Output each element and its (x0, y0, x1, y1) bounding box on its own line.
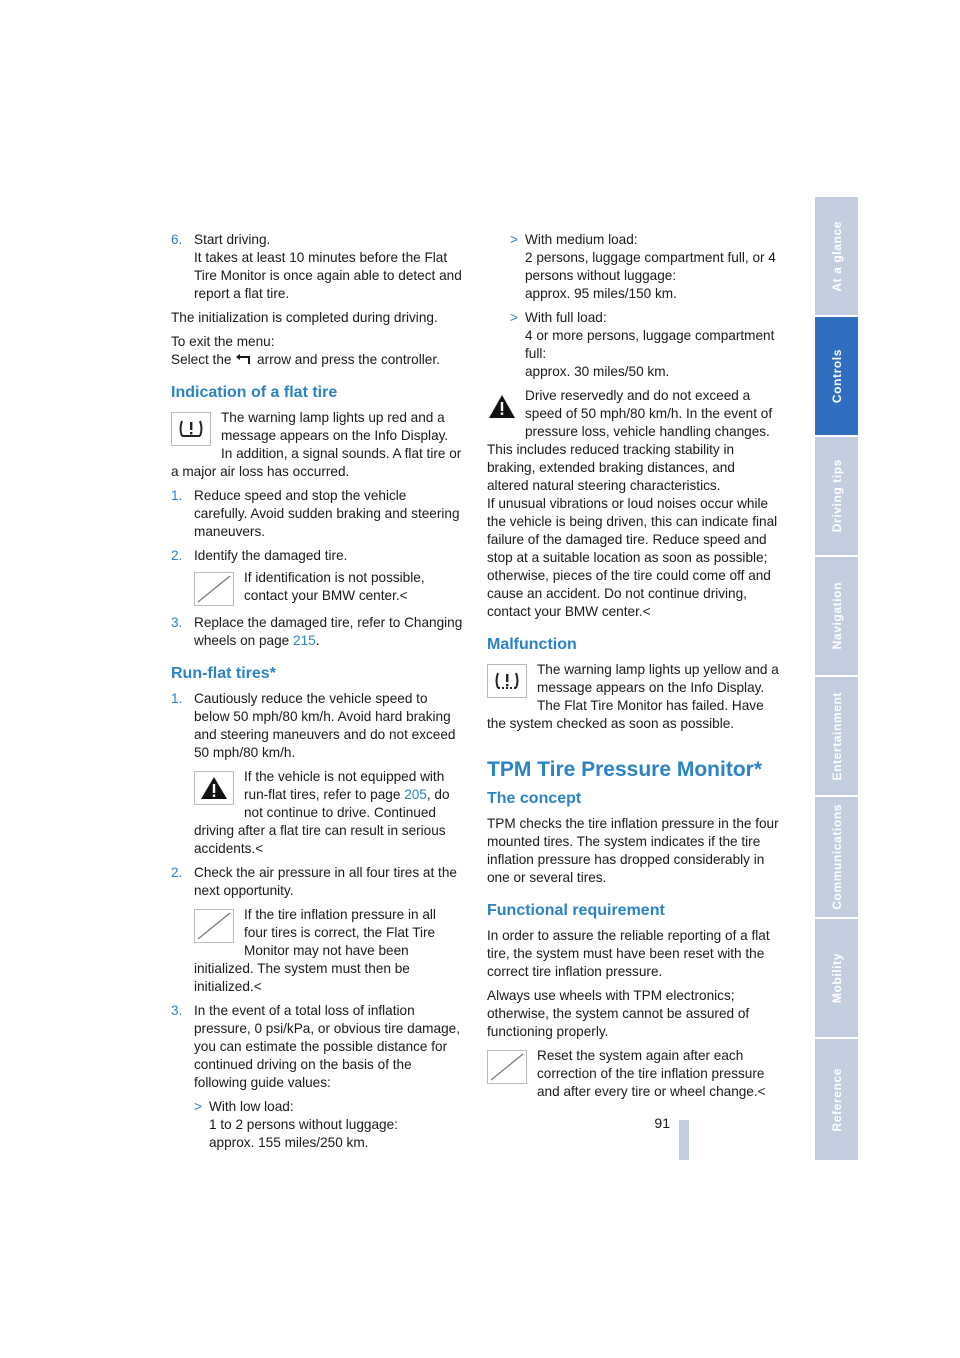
full-load-item: > With full load: 4 or more persons, luggage compartment full: approx. 30 miles/50 km. (510, 310, 775, 379)
init-complete-text: The initialization is completed during driving. (171, 310, 438, 325)
runflat-step-1: 1. Cautiously reduce the vehicle speed to below 50 mph/80 km/h. Avoid hard braking and steering maneuvers and do not exceed 50 mph/80 km/h. (171, 691, 456, 760)
note-initialize: If the tire inflation pressure in all four tires is correct, the Flat Tire Monitor may not have been initialized. The system must then be initialized.< (194, 907, 436, 994)
note-identify-tire: If identification is not possible, contact your BMW center.< (194, 569, 463, 608)
tab-driving-tips[interactable]: Driving tips (815, 437, 858, 555)
note-arrow-icon (194, 572, 234, 606)
back-arrow-icon (235, 353, 253, 365)
exit-menu-text: To exit the menu: Select the arrow and press the controller. (171, 334, 440, 367)
page-link-205[interactable]: 205 (404, 787, 427, 802)
right-column (487, 231, 779, 1107)
tab-navigation[interactable]: Navigation (815, 557, 858, 675)
note-arrow-icon (487, 1050, 527, 1084)
tab-entertainment[interactable]: Entertainment (815, 677, 858, 795)
reset-note: Reset the system again after each correction of the tire inflation pressure and after every tire or wheel change.< (487, 1047, 779, 1101)
func-text-2: Always use wheels with TPM electronics; otherwise, the system cannot be assured of functioning properly. (487, 988, 750, 1039)
step-title: Start driving. (194, 232, 271, 247)
note-arrow-icon (194, 909, 234, 943)
tab-controls[interactable]: Controls (815, 317, 858, 435)
tpm-heading: TPM Tire Pressure Monitor* (487, 758, 763, 781)
step-text: It takes at least 10 minutes before the Flat Tire Monitor is once again able to detect and report a flat tire. (194, 250, 462, 301)
low-load-item: > With low load: 1 to 2 persons without luggage: approx. 155 miles/250 km. (194, 1099, 398, 1150)
flat-step-1: 1. Reduce speed and stop the vehicle carefully. Avoid sudden braking and steering maneuvers. (171, 488, 460, 539)
tab-communications[interactable]: Communications (815, 797, 858, 917)
malfunction-heading: Malfunction (487, 636, 577, 653)
tab-reference[interactable]: Reference (815, 1039, 858, 1160)
flat-tire-heading: Indication of a flat tire (171, 384, 338, 401)
flat-step-2: 2. Identify the damaged tire. If identification is not possible, contact your BMW center.< (171, 547, 463, 608)
concept-text: TPM checks the tire inflation pressure in the four mounted tires. The system indicates if the tire inflation pressure has dropped considerably in one or several tires. (487, 816, 779, 885)
drive-warning: Drive reservedly and do not exceed a speed of 50 mph/80 km/h. In the event of pressure loss, vehicle handling changes. This includes reduced tracking stability in braking, extended braking distances, and altered natural steering characteristics. If unusual vibrations or loud noises occur while the vehicle is being driven, this can indicate final failure of the damaged tire. Reduce speed and stop at a suitable location as soon as possible; otherwise, pieces of the tire could come off and cause an accident. Do not continue driving, contact your BMW center.< (487, 388, 778, 619)
concept-heading: The concept (487, 790, 582, 807)
flat-step-3: 3. Replace the damaged tire, refer to Changing wheels on page 215. (171, 615, 463, 648)
functional-requirement-heading: Functional requirement (487, 902, 665, 919)
page-number: 91 (654, 1115, 670, 1131)
tire-warning-lamp-icon (171, 412, 211, 446)
page-link-215[interactable]: 215 (293, 633, 316, 648)
func-text-1: In order to assure the reliable reporting of a flat tire, the system must have been reset with the correct tire inflation pressure. (487, 928, 770, 979)
medium-load-item: > With medium load: 2 persons, luggage compartment full, or 4 persons without luggage: approx. 95 miles/150 km. (510, 232, 776, 301)
left-column (171, 231, 463, 1158)
tire-warning-lamp-icon (487, 664, 527, 698)
flat-tire-indication: The warning lamp lights up red and a message appears on the Info Display. In addition, a signal sounds. A flat tire or a major air loss has occurred. (171, 410, 462, 479)
malfunction-text: The warning lamp lights up yellow and a message appears on the Info Display. The Flat Tire Monitor has failed. Have the system checked as soon as possible. (487, 662, 779, 731)
runflat-step-2: 2. Check the air pressure in all four tires at the next opportunity. (171, 865, 457, 898)
step-number: 6. (171, 232, 183, 247)
runflat-step-3: 3. In the event of a total loss of inflation pressure, 0 psi/kPa, or obvious tire damage, you can estimate the possible distance for continued driving on the basis of the following guide values: > With low load: 1 to 2 persons without luggage: approx. 155 miles/250 km. (171, 1002, 463, 1152)
tab-mobility[interactable]: Mobility (815, 919, 858, 1037)
warning-triangle-icon (194, 771, 234, 805)
tab-at-a-glance[interactable]: At a glance (815, 197, 858, 315)
run-flat-heading: Run-flat tires* (171, 665, 276, 682)
step-6 (171, 231, 463, 303)
section-tabs (815, 197, 858, 1160)
runflat-warning: If the vehicle is not equipped with run-flat tires, refer to page 205, do not continue to drive. Continued driving after a flat tire can result in serious accidents.< (194, 769, 450, 856)
warning-triangle-icon (487, 390, 517, 424)
page-number-bar (679, 1120, 689, 1160)
